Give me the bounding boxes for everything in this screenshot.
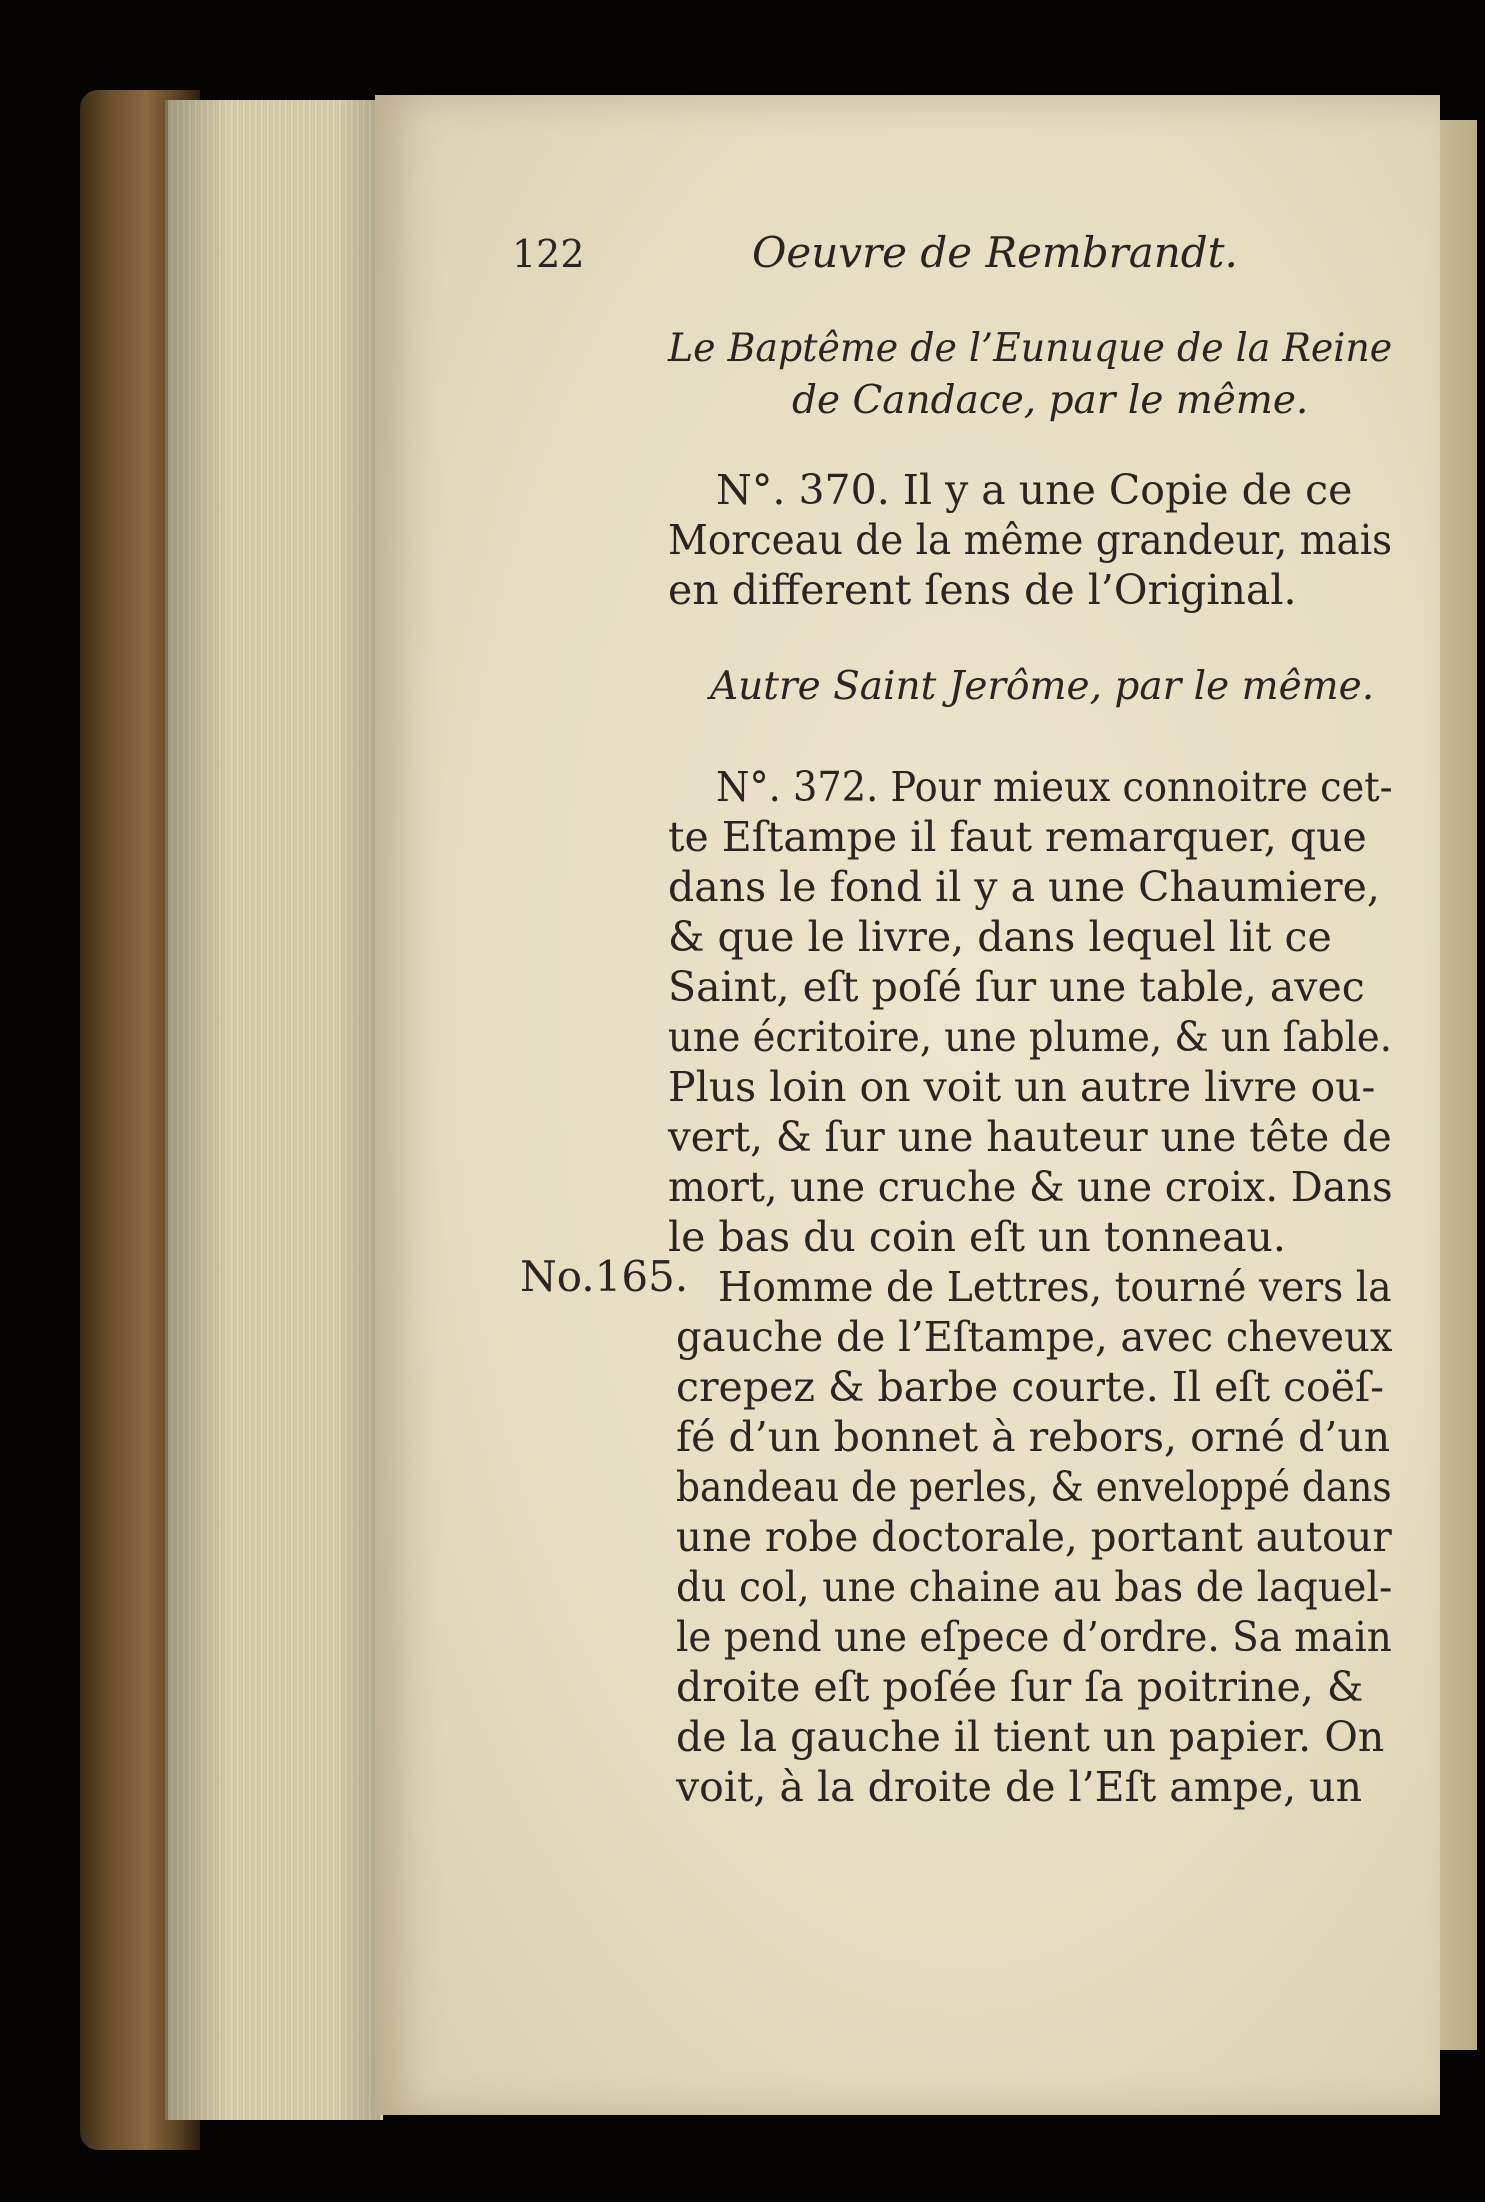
page-edges-shadow [165, 100, 380, 2120]
title-line: de Candace, par le même. [792, 378, 1309, 423]
text-line: crepez & barbe courte. Il eſt coëſ- [676, 1363, 1385, 1411]
text-line: de la gauche il tient un papier. On [676, 1713, 1385, 1761]
entry-marker: No.165. [520, 1252, 689, 1301]
page-number: 122 [512, 232, 585, 276]
title-line: Le Baptême de l’Eunuque de la Reine [668, 326, 1393, 371]
title-line: Autre Saint Jerôme, par le même. [710, 664, 1375, 709]
text-line: mort, une cruche & une croix. Dans [668, 1163, 1393, 1211]
text-line: N°. 370. Il y a une Copie de ce [716, 466, 1353, 514]
text-line: Morceau de la même grandeur, mais [668, 516, 1393, 564]
text-line: voit, à la droite de l’Eſt ampe, un [676, 1763, 1362, 1811]
text-line: le pend une eſpece d’ordre. Sa main [676, 1613, 1392, 1661]
text-line: une écritoire, une plume, & un ſable. [668, 1013, 1392, 1061]
text-line: en different ſens de l’Original. [668, 566, 1297, 614]
text-line: le bas du coin eſt un tonneau. [668, 1213, 1286, 1261]
text-line: fé d’un bonnet à rebors, orné d’un [676, 1413, 1391, 1461]
text-line: dans le fond il y a une Chaumiere, [668, 863, 1380, 911]
text-line: bandeau de perles, & enveloppé dans [676, 1463, 1392, 1511]
text-line: N°. 372. Pour mieux connoitre cet- [716, 763, 1393, 811]
text-line: & que le livre, dans lequel lit ce [668, 913, 1332, 961]
text-line: du col, une chaine au bas de laquel- [676, 1563, 1393, 1611]
text-line: te Eſtampe il faut remarquer, que [668, 813, 1367, 861]
text-line: Saint, eſt poſé ſur une table, avec [668, 963, 1365, 1011]
text-line: une robe doctorale, portant autour [676, 1513, 1392, 1561]
text-line: vert, & ſur une hauteur une tête de [668, 1113, 1392, 1161]
text-line: Plus loin on voit un autre livre ou- [668, 1063, 1376, 1111]
text-line: droite eſt poſée ſur ſa poitrine, & [676, 1663, 1364, 1711]
running-head: Oeuvre de Rembrandt. [752, 228, 1238, 277]
text-line: gauche de l’Eſtampe, avec cheveux [676, 1313, 1393, 1361]
text-line: Homme de Lettres, tourné vers la [718, 1263, 1392, 1311]
